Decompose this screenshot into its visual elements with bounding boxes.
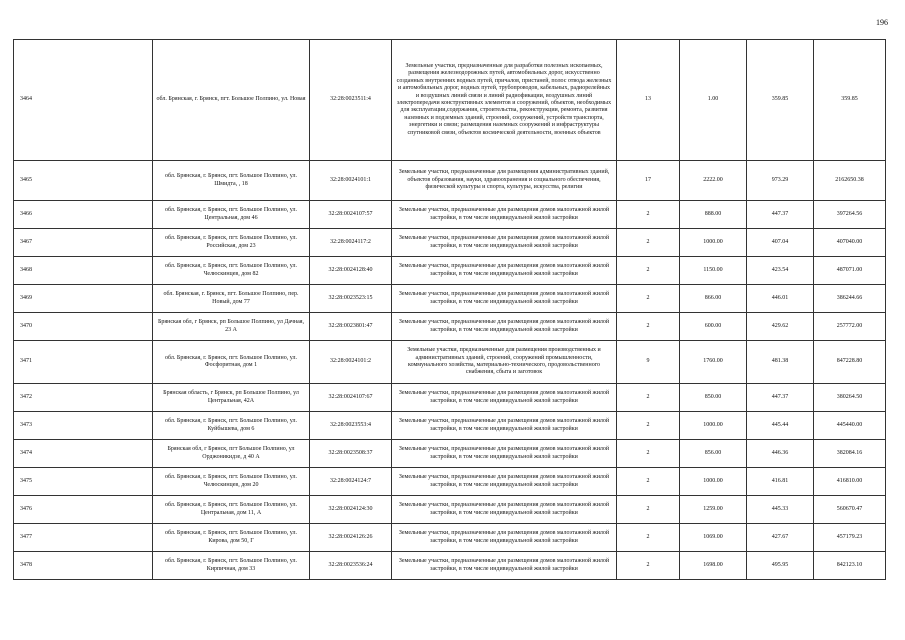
cadastral-value-cell: 386244.66 (814, 285, 886, 313)
cadastral-number-cell: 32:28:0023508:37 (310, 440, 392, 468)
specific-value-cell: 481.38 (747, 341, 814, 384)
address-cell: обл. Брянская, г. Брянск, пгт. Большое Полпино, ул. Центральная, дом 46 (153, 201, 310, 229)
cadastral-number-cell: 32:28:0024107:57 (310, 201, 392, 229)
row-number: 3476 (14, 496, 153, 524)
row-number: 3477 (14, 524, 153, 552)
cadastral-value-cell: 382084.16 (814, 440, 886, 468)
cadastral-number-cell: 32:28:0023536:24 (310, 552, 392, 580)
table-row (14, 201, 886, 229)
address-cell: обл. Брянская, г. Брянск, пгт. Большое Полпино, ул. Центральная, дом 11, А (153, 496, 310, 524)
specific-value-cell: 973.29 (747, 161, 814, 201)
specific-value-cell: 407.04 (747, 229, 814, 257)
cadastral-number-cell: 32:28:0024128:40 (310, 257, 392, 285)
specific-value-cell: 447.37 (747, 384, 814, 412)
cadastral-value-cell: 359.85 (814, 40, 886, 161)
table-row (14, 257, 886, 285)
area-cell: 1000.00 (680, 412, 747, 440)
cadastral-value-cell: 560670.47 (814, 496, 886, 524)
table-row (14, 384, 886, 412)
group-code-cell: 2 (617, 384, 680, 412)
address-cell: обл. Брянская, г. Брянск, пгт. Большое Полпино, ул. Кирова, дом 50, Г (153, 524, 310, 552)
specific-value-cell: 427.67 (747, 524, 814, 552)
area-cell: 856.00 (680, 440, 747, 468)
table-row (14, 552, 886, 580)
area-cell: 1069.00 (680, 524, 747, 552)
land-use-cell: Земельные участки, предназначенные для размещения домов малоэтажной жилой застройки, в том числе индивидуальной жилой застройки (392, 412, 617, 440)
land-use-cell: Земельные участки, предназначенные для размещения домов малоэтажной жилой застройки, в том числе индивидуальной жилой застройки (392, 313, 617, 341)
table-body (14, 40, 886, 580)
cadastral-value-cell: 445440.00 (814, 412, 886, 440)
table-row (14, 440, 886, 468)
row-number: 3478 (14, 552, 153, 580)
address-cell: обл. Брянская, г. Брянск, пгт. Большое Полпино, ул. Фосфоритная, дом 1 (153, 341, 310, 384)
table-row (14, 524, 886, 552)
group-code-cell: 2 (617, 313, 680, 341)
area-cell: 1259.00 (680, 496, 747, 524)
row-number: 3473 (14, 412, 153, 440)
land-use-cell: Земельные участки, предназначенные для размещения домов малоэтажной жилой застройки, в том числе индивидуальной жилой застройки (392, 384, 617, 412)
address-cell: обл. Брянская, г. Брянск, пгт. Большое Полпино, пер. Новый, дом 77 (153, 285, 310, 313)
cadastral-value-cell: 416810.00 (814, 468, 886, 496)
cadastral-value-cell: 380264.50 (814, 384, 886, 412)
table-row (14, 412, 886, 440)
table-row (14, 40, 886, 161)
cadastral-number-cell: 32:28:0024124:30 (310, 496, 392, 524)
group-code-cell: 17 (617, 161, 680, 201)
land-use-cell: Земельные участки, предназначенные для размещения домов малоэтажной жилой застройки, в том числе индивидуальной жилой застройки (392, 524, 617, 552)
cadastral-number-cell: 32:28:0024101:2 (310, 341, 392, 384)
specific-value-cell: 429.62 (747, 313, 814, 341)
land-use-cell: Земельные участки, предназначенные для размещения домов малоэтажной жилой застройки, в том числе индивидуальной жилой застройки (392, 496, 617, 524)
group-code-cell: 9 (617, 341, 680, 384)
land-use-cell: Земельные участки, предназначенные для размещения домов малоэтажной жилой застройки, в том числе индивидуальной жилой застройки (392, 201, 617, 229)
group-code-cell: 13 (617, 40, 680, 161)
area-cell: 1150.00 (680, 257, 747, 285)
row-number: 3467 (14, 229, 153, 257)
area-cell: 1000.00 (680, 229, 747, 257)
group-code-cell: 2 (617, 440, 680, 468)
land-use-cell: Земельные участки, предназначенные для разработки полезных ископаемых, размещения железнодорожных путей, автомобильных дорог, искусственно созданных внутренних водных путей, причалов, пристаней, полос отвода железных и автомобильных дорог, водных путей, трубопроводов, кабельных, радиорелейных и воздушных линий связи и линий радиофикации, воздушных линий электропередачи конструктивных элементов и сооружений, объектов, необходимых для эксплуатации,содержания, строительства, реконструкции, ремонта, развития наземных и подземных зданий, строений, сооружений, устройств транспорта, энергетики и связи; размещения наземных сооружений и инфраструктуры спутниковой связи, объектов космической деятельности, военных объектов (392, 40, 617, 161)
group-code-cell: 2 (617, 468, 680, 496)
group-code-cell: 2 (617, 201, 680, 229)
group-code-cell: 2 (617, 229, 680, 257)
area-cell: 1760.00 (680, 341, 747, 384)
specific-value-cell: 359.85 (747, 40, 814, 161)
land-use-cell: Земельные участки, предназначенные для размещения домов малоэтажной жилой застройки, в том числе индивидуальной жилой застройки (392, 257, 617, 285)
row-number: 3475 (14, 468, 153, 496)
group-code-cell: 2 (617, 524, 680, 552)
cadastral-number-cell: 32:28:0023523:15 (310, 285, 392, 313)
row-number: 3470 (14, 313, 153, 341)
cadastral-value-table (13, 39, 886, 580)
address-cell: обл. Брянская, г. Брянск, пгт. Большое Полпино, ул. Новая (153, 40, 310, 161)
address-cell: Брянская обл, г Брянск, пгт Большое Полпино, ул Орджоникидзе, д 40 А (153, 440, 310, 468)
land-use-cell: Земельные участки, предназначенные для размещения домов малоэтажной жилой застройки, в том числе индивидуальной жилой застройки (392, 285, 617, 313)
cadastral-value-cell: 487071.00 (814, 257, 886, 285)
area-cell: 888.00 (680, 201, 747, 229)
specific-value-cell: 446.01 (747, 285, 814, 313)
address-cell: Брянская область, г Брянск, рп Большое Полпино, ул Центральная, 42А (153, 384, 310, 412)
address-cell: обл. Брянская, г. Брянск, пгт. Большое Полпино, ул. Челюскинцев, дом 82 (153, 257, 310, 285)
cadastral-number-cell: 32:28:0024117:2 (310, 229, 392, 257)
specific-value-cell: 447.37 (747, 201, 814, 229)
table-row (14, 468, 886, 496)
table-row (14, 161, 886, 201)
cadastral-number-cell: 32:28:0024126:26 (310, 524, 392, 552)
row-number: 3469 (14, 285, 153, 313)
area-cell: 2222.00 (680, 161, 747, 201)
area-cell: 866.00 (680, 285, 747, 313)
area-cell: 1698.00 (680, 552, 747, 580)
cadastral-value-cell: 407040.00 (814, 229, 886, 257)
specific-value-cell: 445.33 (747, 496, 814, 524)
group-code-cell: 2 (617, 285, 680, 313)
cadastral-number-cell: 32:28:0023511:4 (310, 40, 392, 161)
address-cell: обл. Брянская, г. Брянск, пгт. Большое Полпино, ул. Челюскинцев, дом 20 (153, 468, 310, 496)
row-number: 3471 (14, 341, 153, 384)
area-cell: 1000.00 (680, 468, 747, 496)
row-number: 3472 (14, 384, 153, 412)
cadastral-value-cell: 257772.00 (814, 313, 886, 341)
cadastral-number-cell: 32:28:0024107:67 (310, 384, 392, 412)
land-use-cell: Земельные участки, предназначенные для размещения домов малоэтажной жилой застройки, в том числе индивидуальной жилой застройки (392, 468, 617, 496)
cadastral-number-cell: 32:28:0023801:47 (310, 313, 392, 341)
specific-value-cell: 446.36 (747, 440, 814, 468)
cadastral-value-cell: 842123.10 (814, 552, 886, 580)
cadastral-value-cell: 457179.23 (814, 524, 886, 552)
row-number: 3466 (14, 201, 153, 229)
address-cell: Брянская обл, г Брянск, рп Большое Полпино, ул Дачная, 23 А (153, 313, 310, 341)
cadastral-value-cell: 397264.56 (814, 201, 886, 229)
land-use-cell: Земельные участки, предназначенные для размещения домов малоэтажной жилой застройки, в том числе индивидуальной жилой застройки (392, 552, 617, 580)
group-code-cell: 2 (617, 257, 680, 285)
area-cell: 850.00 (680, 384, 747, 412)
cadastral-number-cell: 32:28:0023553:4 (310, 412, 392, 440)
row-number: 3474 (14, 440, 153, 468)
table-row (14, 285, 886, 313)
cadastral-value-cell: 2162650.38 (814, 161, 886, 201)
land-use-cell: Земельные участки, предназначенные для размещения административных зданий, объектов образования, науки, здравоохранения и социального обеспечения, физической культуры и спорта, культуры, искусства, религии (392, 161, 617, 201)
area-cell: 1.00 (680, 40, 747, 161)
table-row (14, 341, 886, 384)
land-use-cell: Земельные участки, предназначенные для размещения домов малоэтажной жилой застройки, в том числе индивидуальной жилой застройки (392, 229, 617, 257)
land-use-cell: Земельные участки, предназначенные для размещения домов малоэтажной жилой застройки, в том числе индивидуальной жилой застройки (392, 440, 617, 468)
specific-value-cell: 445.44 (747, 412, 814, 440)
address-cell: обл. Брянская, г. Брянск, пгт. Большое Полпино, ул. Российская, дом 23 (153, 229, 310, 257)
table-row (14, 313, 886, 341)
page-number: 196 (876, 18, 888, 27)
row-number: 3468 (14, 257, 153, 285)
land-use-cell: Земельные участки, предназначенные для размещения производственных и административных зданий, строений, сооружений промышленности, коммунального хозяйства, материально-технического, продовольственного снабжения, сбыта и заготовок (392, 341, 617, 384)
area-cell: 600.00 (680, 313, 747, 341)
address-cell: обл. Брянская, г. Брянск, пгт. Большое Полпино, ул. Кирпичная, дом 33 (153, 552, 310, 580)
specific-value-cell: 416.81 (747, 468, 814, 496)
group-code-cell: 2 (617, 412, 680, 440)
row-number: 3464 (14, 40, 153, 161)
address-cell: обл. Брянская, г. Брянск, пгт. Большое Полпино, ул. Шмидта, , 18 (153, 161, 310, 201)
specific-value-cell: 423.54 (747, 257, 814, 285)
group-code-cell: 2 (617, 552, 680, 580)
row-number: 3465 (14, 161, 153, 201)
table-row (14, 229, 886, 257)
table-row (14, 496, 886, 524)
cadastral-value-cell: 847228.80 (814, 341, 886, 384)
cadastral-number-cell: 32:28:0024124:7 (310, 468, 392, 496)
specific-value-cell: 495.95 (747, 552, 814, 580)
group-code-cell: 2 (617, 496, 680, 524)
cadastral-number-cell: 32:28:0024101:1 (310, 161, 392, 201)
address-cell: обл. Брянская, г. Брянск, пгт. Большое Полпино, ул. Куйбышева, дом 6 (153, 412, 310, 440)
